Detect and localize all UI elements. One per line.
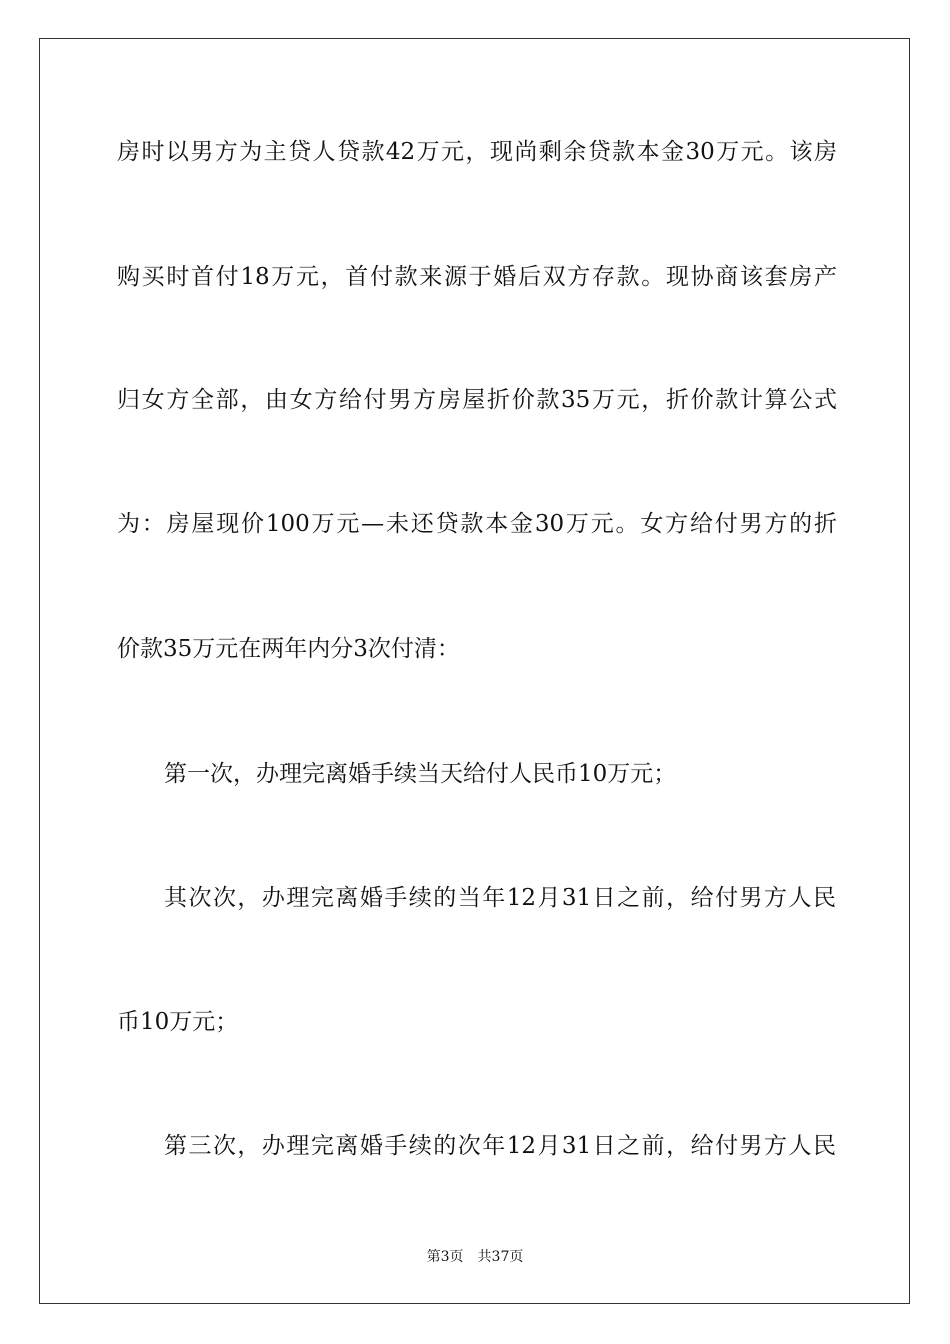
paragraph-line: 其次次，办理完离婚手续的当年12月31日之前，给付男方人民 <box>164 885 836 911</box>
page-footer <box>0 1246 950 1266</box>
paragraph-line: 第一次，办理完离婚手续当天给付人民币10万元； <box>164 761 677 787</box>
paragraph-line: 为：房屋现价100万元—未还贷款本金30万元。女方给付男方的折 <box>117 511 837 537</box>
paragraph-line: 第三次，办理完离婚手续的次年12月31日之前，给付男方人民 <box>164 1133 836 1159</box>
paragraph-line: 币10万元； <box>117 1009 239 1035</box>
paragraph-line: 归女方全部，由女方给付男方房屋折价款35万元，折价款计算公式 <box>117 387 837 413</box>
page-border <box>39 38 910 1304</box>
paragraph-line: 房时以男方为主贷人贷款42万元，现尚剩余贷款本金30万元。该房 <box>117 139 837 165</box>
paragraph-line: 购买时首付18万元，首付款来源于婚后双方存款。现协商该套房产 <box>117 264 837 290</box>
page-total: 共37页 <box>477 1249 524 1265</box>
paragraph-line: 价款35万元在两年内分3次付清： <box>117 636 460 662</box>
page-number: 第3页 <box>426 1249 464 1265</box>
